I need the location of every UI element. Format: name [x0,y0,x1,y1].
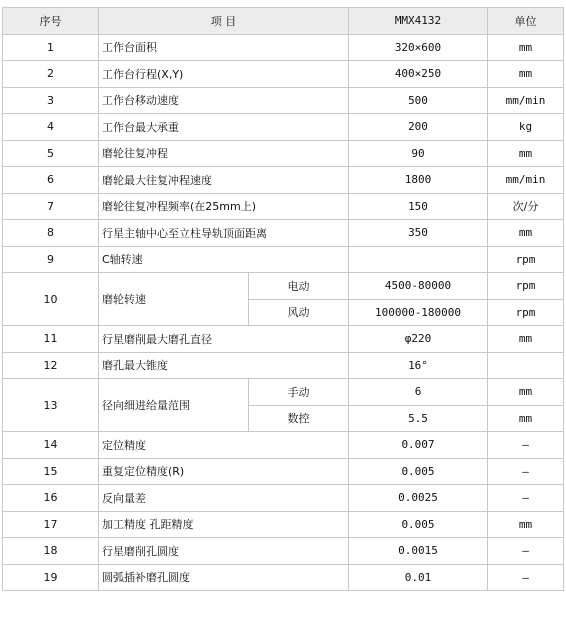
row-number: 16 [3,485,99,512]
table-row [3,538,564,565]
row-value: 0.005 [349,512,488,539]
row-number: 5 [3,141,99,168]
header-model: MMX4132 [349,8,488,35]
row-number: 10 [3,273,99,326]
row-number: 19 [3,565,99,592]
row-unit: mm [488,379,564,406]
table-header-row [3,8,564,35]
row-sub-label: 手动 [249,379,349,406]
table-row [3,141,564,168]
row-item: 加工精度 孔距精度 [99,512,349,539]
row-sub-label: 风动 [249,300,349,327]
row-value: 6 [349,379,488,406]
row-item: 工作台移动速度 [99,88,349,115]
row-item: C轴转速 [99,247,349,274]
row-number: 4 [3,114,99,141]
row-item: 工作台面积 [99,35,349,62]
row-number: 17 [3,512,99,539]
header-item: 项 目 [99,8,349,35]
row-item: 行星主轴中心至立柱导轨顶面距离 [99,220,349,247]
row-unit: – [488,432,564,459]
table-row [3,220,564,247]
row-value: 0.005 [349,459,488,486]
header-unit: 单位 [488,8,564,35]
table-row [3,432,564,459]
row-item: 圆弧插补磨孔圆度 [99,565,349,592]
spec-table [2,7,564,591]
table-row [3,273,564,300]
row-value: 0.0025 [349,485,488,512]
row-unit: 次/分 [488,194,564,221]
table-row [3,247,564,274]
table-row [3,379,564,406]
row-value: 100000-180000 [349,300,488,327]
row-item: 工作台最大承重 [99,114,349,141]
row-item: 磨轮最大往复冲程速度 [99,167,349,194]
row-item: 反向量差 [99,485,349,512]
row-item: 定位精度 [99,432,349,459]
row-value: 90 [349,141,488,168]
row-value [349,247,488,274]
row-unit: mm [488,406,564,433]
row-sub-label: 数控 [249,406,349,433]
row-unit: rpm [488,247,564,274]
row-value: φ220 [349,326,488,353]
row-value: 500 [349,88,488,115]
row-unit: kg [488,114,564,141]
row-number: 7 [3,194,99,221]
row-number: 2 [3,61,99,88]
row-number: 8 [3,220,99,247]
row-number: 1 [3,35,99,62]
row-item: 重复定位精度(R) [99,459,349,486]
row-value: 0.0015 [349,538,488,565]
row-unit: mm [488,141,564,168]
row-value: 320×600 [349,35,488,62]
row-value: 350 [349,220,488,247]
row-unit: rpm [488,300,564,327]
table-row [3,167,564,194]
table-row [3,565,564,592]
row-unit [488,353,564,380]
row-unit: mm [488,35,564,62]
row-value: 400×250 [349,61,488,88]
row-sub-label: 电动 [249,273,349,300]
row-number: 9 [3,247,99,274]
row-unit: mm [488,326,564,353]
row-number: 12 [3,353,99,380]
table-row [3,194,564,221]
header-no: 序号 [3,8,99,35]
row-unit: – [488,565,564,592]
table-row [3,512,564,539]
row-item: 径向细进给量范围 [99,379,249,432]
row-number: 3 [3,88,99,115]
row-value: 200 [349,114,488,141]
row-value: 4500-80000 [349,273,488,300]
table-row [3,61,564,88]
row-item: 工作台行程(X,Y) [99,61,349,88]
row-unit: mm/min [488,167,564,194]
row-unit: mm/min [488,88,564,115]
row-item: 行星磨削最大磨孔直径 [99,326,349,353]
table-row [3,353,564,380]
table-row [3,326,564,353]
row-unit: – [488,459,564,486]
row-number: 14 [3,432,99,459]
table-row [3,88,564,115]
row-item: 磨轮往复冲程 [99,141,349,168]
row-value: 0.007 [349,432,488,459]
row-value: 5.5 [349,406,488,433]
row-number: 13 [3,379,99,432]
row-item: 磨轮转速 [99,273,249,326]
row-number: 15 [3,459,99,486]
row-item: 行星磨削孔圆度 [99,538,349,565]
row-unit: – [488,485,564,512]
row-item: 磨轮往复冲程频率(在25mm上) [99,194,349,221]
row-unit: – [488,538,564,565]
row-unit: mm [488,61,564,88]
row-number: 18 [3,538,99,565]
table-body [3,35,564,592]
table-row [3,114,564,141]
table-row [3,35,564,62]
row-value: 150 [349,194,488,221]
row-unit: mm [488,220,564,247]
row-unit: mm [488,512,564,539]
table-row [3,459,564,486]
row-item: 磨孔最大锥度 [99,353,349,380]
row-value: 0.01 [349,565,488,592]
row-number: 6 [3,167,99,194]
row-number: 11 [3,326,99,353]
row-value: 1800 [349,167,488,194]
table-row [3,485,564,512]
row-value: 16° [349,353,488,380]
row-unit: rpm [488,273,564,300]
